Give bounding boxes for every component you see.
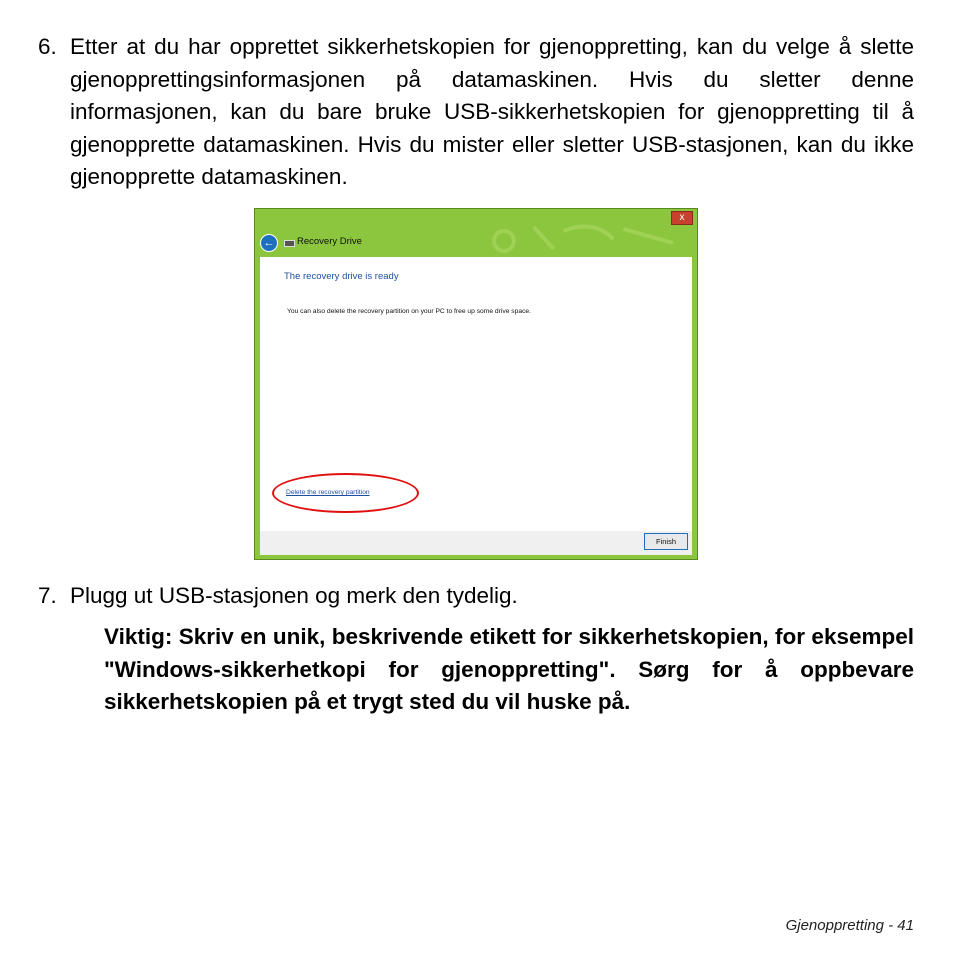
step-number: 6. — [38, 34, 57, 59]
dialog-footer — [260, 531, 692, 555]
dialog-description: You can also delete the recovery partition on your PC to free up some drive space. — [287, 308, 531, 315]
window-title: Recovery Drive — [297, 236, 362, 247]
delete-partition-link[interactable]: Delete the recovery partition — [286, 489, 370, 496]
finish-button[interactable]: Finish — [644, 533, 688, 550]
back-arrow-icon[interactable]: ← — [260, 234, 278, 252]
recovery-drive-dialog-screenshot — [254, 208, 698, 560]
window-decoration — [255, 209, 697, 257]
close-button[interactable]: x — [671, 211, 693, 225]
step-number: 7. — [38, 583, 57, 608]
page-footer: Gjenoppretting - 41 — [785, 917, 914, 934]
dialog-content — [260, 257, 692, 531]
step-text: Plugg ut USB-stasjonen og merk den tydelig. — [70, 583, 518, 608]
dialog-heading: The recovery drive is ready — [284, 271, 399, 282]
step-text: Etter at du har opprettet sikkerhetskopien for gjenoppretting, kan du velge å slette gjenopprettingsinformasjonen på datamaskinen. Hvis du sletter denne informasjonen, kan du bare bruke USB-sikkerhetskopien for gjenoppretting til å gjenopprette datamaskinen. Hvis du mister eller sletter USB-stasjonen, kan du ikke gjenopprette datamaskinen. — [70, 34, 914, 189]
important-note: Viktig: Skriv en unik, beskrivende etikett for sikkerhetskopien, for eksempel "Windows-sikkerhetkopi for gjenoppretting". Sørg for å oppbevare sikkerhetskopien på et trygt sted du vil huske på. — [104, 624, 914, 714]
usb-drive-icon — [284, 240, 295, 247]
